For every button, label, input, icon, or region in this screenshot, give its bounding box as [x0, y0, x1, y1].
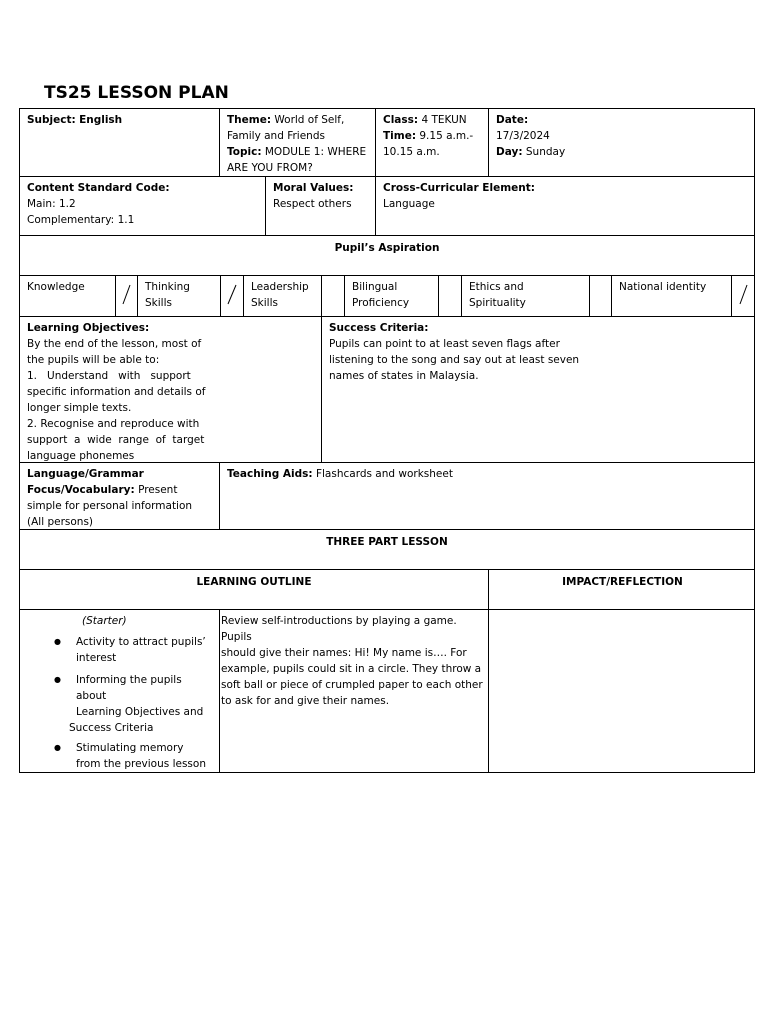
success-criteria-label: Success Criteria: — [329, 322, 429, 334]
day-value: Sunday — [525, 146, 566, 158]
aspiration-ethics — [462, 276, 590, 316]
time-label: Time: — [383, 130, 417, 142]
objective-line: specific information and details of — [27, 386, 206, 398]
aspiration-bilingual — [345, 276, 439, 316]
moral-values-cell — [266, 177, 376, 235]
starter-label: (Starter) — [82, 615, 127, 627]
aspiration-leadership-check — [322, 276, 345, 316]
objective-line: 2. Recognise and reproduce with — [27, 418, 200, 430]
language-focus-value-3: (All persons) — [27, 516, 94, 528]
starter-row — [20, 610, 754, 773]
objective-line: longer simple texts. — [27, 402, 132, 414]
moral-values-label: Moral Values: — [273, 182, 354, 194]
starter-description-cell — [220, 610, 489, 773]
bullet-line: interest — [76, 652, 117, 664]
teaching-aids-value: Flashcards and worksheet — [315, 468, 453, 480]
aspiration-thinking-label-2: Skills — [145, 297, 172, 309]
success-criteria-line: Pupils can point to at least seven flags after — [329, 338, 560, 350]
aspiration-heading: Pupil’s Aspiration — [334, 242, 440, 254]
bullet-line: Learning Objectives and — [76, 706, 204, 718]
date-label: Date: — [496, 114, 529, 126]
aspiration-thinking-check — [221, 276, 244, 316]
cross-curricular-value: Language — [383, 198, 435, 210]
class-label: Class: — [383, 114, 419, 126]
aspiration-ethics-check — [590, 276, 612, 316]
date-cell — [489, 109, 756, 176]
three-part-heading: THREE PART LESSON — [326, 536, 448, 548]
objectives-row — [20, 317, 754, 463]
cross-curricular-cell — [376, 177, 756, 235]
bullet-line: Success Criteria — [69, 722, 154, 734]
success-criteria-line: names of states in Malaysia. — [329, 370, 479, 382]
theme-cell — [220, 109, 376, 176]
success-criteria-line: listening to the song and say out at least seven — [329, 354, 580, 366]
class-cell — [376, 109, 489, 176]
three-part-row — [20, 530, 754, 570]
objective-line: language phonemes — [27, 450, 135, 462]
objective-line: support a wide range of target — [27, 434, 205, 446]
outline-header-row — [20, 570, 754, 610]
learning-objectives-label: Learning Objectives: — [27, 322, 150, 334]
aspiration-bilingual-label: Bilingual — [352, 281, 398, 293]
objective-line: 1. Understand with support — [27, 370, 191, 382]
aspiration-national-label: National identity — [619, 281, 707, 293]
starter-reflection-cell — [489, 610, 756, 773]
aspiration-heading-row — [20, 236, 754, 276]
aspiration-national — [612, 276, 732, 316]
description-line: example, pupils could sit in a circle. They throw a — [221, 663, 482, 675]
aspiration-leadership-label: Leadership — [251, 281, 309, 293]
theme-value: World of Self, — [274, 114, 345, 126]
time-value-2: 10.15 a.m. — [383, 146, 440, 158]
teaching-aids-cell — [220, 463, 756, 529]
day-label: Day: — [496, 146, 523, 158]
subject-value: English — [79, 114, 123, 126]
language-row — [20, 463, 754, 530]
time-value: 9.15 a.m.- — [419, 130, 474, 142]
subject-label: Subject: — [27, 114, 76, 126]
starter-bullet — [24, 672, 215, 736]
topic-value-2: ARE YOU FROM? — [227, 162, 313, 174]
aspiration-thinking — [138, 276, 221, 316]
language-focus-value-2: simple for personal information — [27, 500, 193, 512]
description-line: Review self-introductions by playing a game. Pupils — [221, 615, 457, 643]
topic-value: MODULE 1: WHERE — [264, 146, 367, 158]
subject-cell — [20, 109, 220, 176]
bullet-line: ● Activity to attract pupils’ — [76, 636, 206, 648]
standards-row — [20, 177, 754, 236]
teaching-aids-label: Teaching Aids: — [227, 468, 313, 480]
aspiration-leadership-label-2: Skills — [251, 297, 278, 309]
aspiration-knowledge — [20, 276, 116, 316]
description-line: to ask for and give their names. — [221, 695, 390, 707]
content-standard-main: Main: 1.2 — [27, 198, 76, 210]
language-focus-label: Language/Grammar — [27, 468, 144, 480]
bullet-line: ● Informing the pupils — [76, 674, 182, 686]
topic-label: Topic: — [227, 146, 262, 158]
aspiration-knowledge-check — [116, 276, 138, 316]
cross-curricular-label: Cross-Curricular Element: — [383, 182, 535, 194]
aspiration-leadership — [244, 276, 322, 316]
aspiration-bilingual-check — [439, 276, 462, 316]
aspiration-national-check — [732, 276, 756, 316]
objective-line: the pupils will be able to: — [27, 354, 160, 366]
aspiration-knowledge-label: Knowledge — [27, 281, 85, 293]
objective-line: By the end of the lesson, most of — [27, 338, 202, 350]
aspiration-thinking-label: Thinking — [145, 281, 190, 293]
date-value: 17/3/2024 — [496, 130, 550, 142]
language-focus-cell — [20, 463, 220, 529]
tick-slash-icon — [221, 276, 244, 316]
learning-outline-heading: LEARNING OUTLINE — [20, 570, 489, 609]
starter-cell — [20, 610, 220, 773]
content-standard-label: Content Standard Code: — [27, 182, 170, 194]
starter-bullet — [24, 634, 215, 666]
header-row — [20, 109, 754, 177]
language-focus-value: Present — [138, 484, 178, 496]
aspiration-items-row — [20, 276, 754, 317]
bullet-line: about — [76, 690, 107, 702]
class-value: 4 TEKUN — [421, 114, 467, 126]
learning-objectives-cell — [20, 317, 322, 462]
description-line: should give their names: Hi! My name is…. For — [221, 647, 467, 659]
lesson-plan-table — [19, 108, 755, 773]
tick-slash-icon — [732, 276, 756, 316]
impact-reflection-heading: IMPACT/REFLECTION — [562, 576, 683, 588]
success-criteria-cell — [322, 317, 756, 462]
theme-value-2: Family and Friends — [227, 130, 325, 142]
bullet-line: ● Stimulating memory — [76, 742, 184, 754]
aspiration-ethics-label: Ethics and Spirituality — [469, 281, 526, 309]
content-standard-complementary: Complementary: 1.1 — [27, 214, 135, 226]
bullet-line: from the previous lesson — [76, 758, 206, 770]
starter-bullet — [24, 740, 215, 772]
description-line: soft ball or piece of crumpled paper to each other — [221, 679, 483, 691]
page-title: TS25 LESSON PLAN — [44, 83, 229, 103]
theme-label: Theme: — [227, 114, 272, 126]
moral-values-value: Respect others — [273, 198, 352, 210]
tick-slash-icon — [116, 276, 138, 316]
aspiration-bilingual-label-2: Proficiency — [352, 297, 410, 309]
language-focus-label-2: Focus/Vocabulary: — [27, 484, 135, 496]
content-standard-cell — [20, 177, 266, 235]
